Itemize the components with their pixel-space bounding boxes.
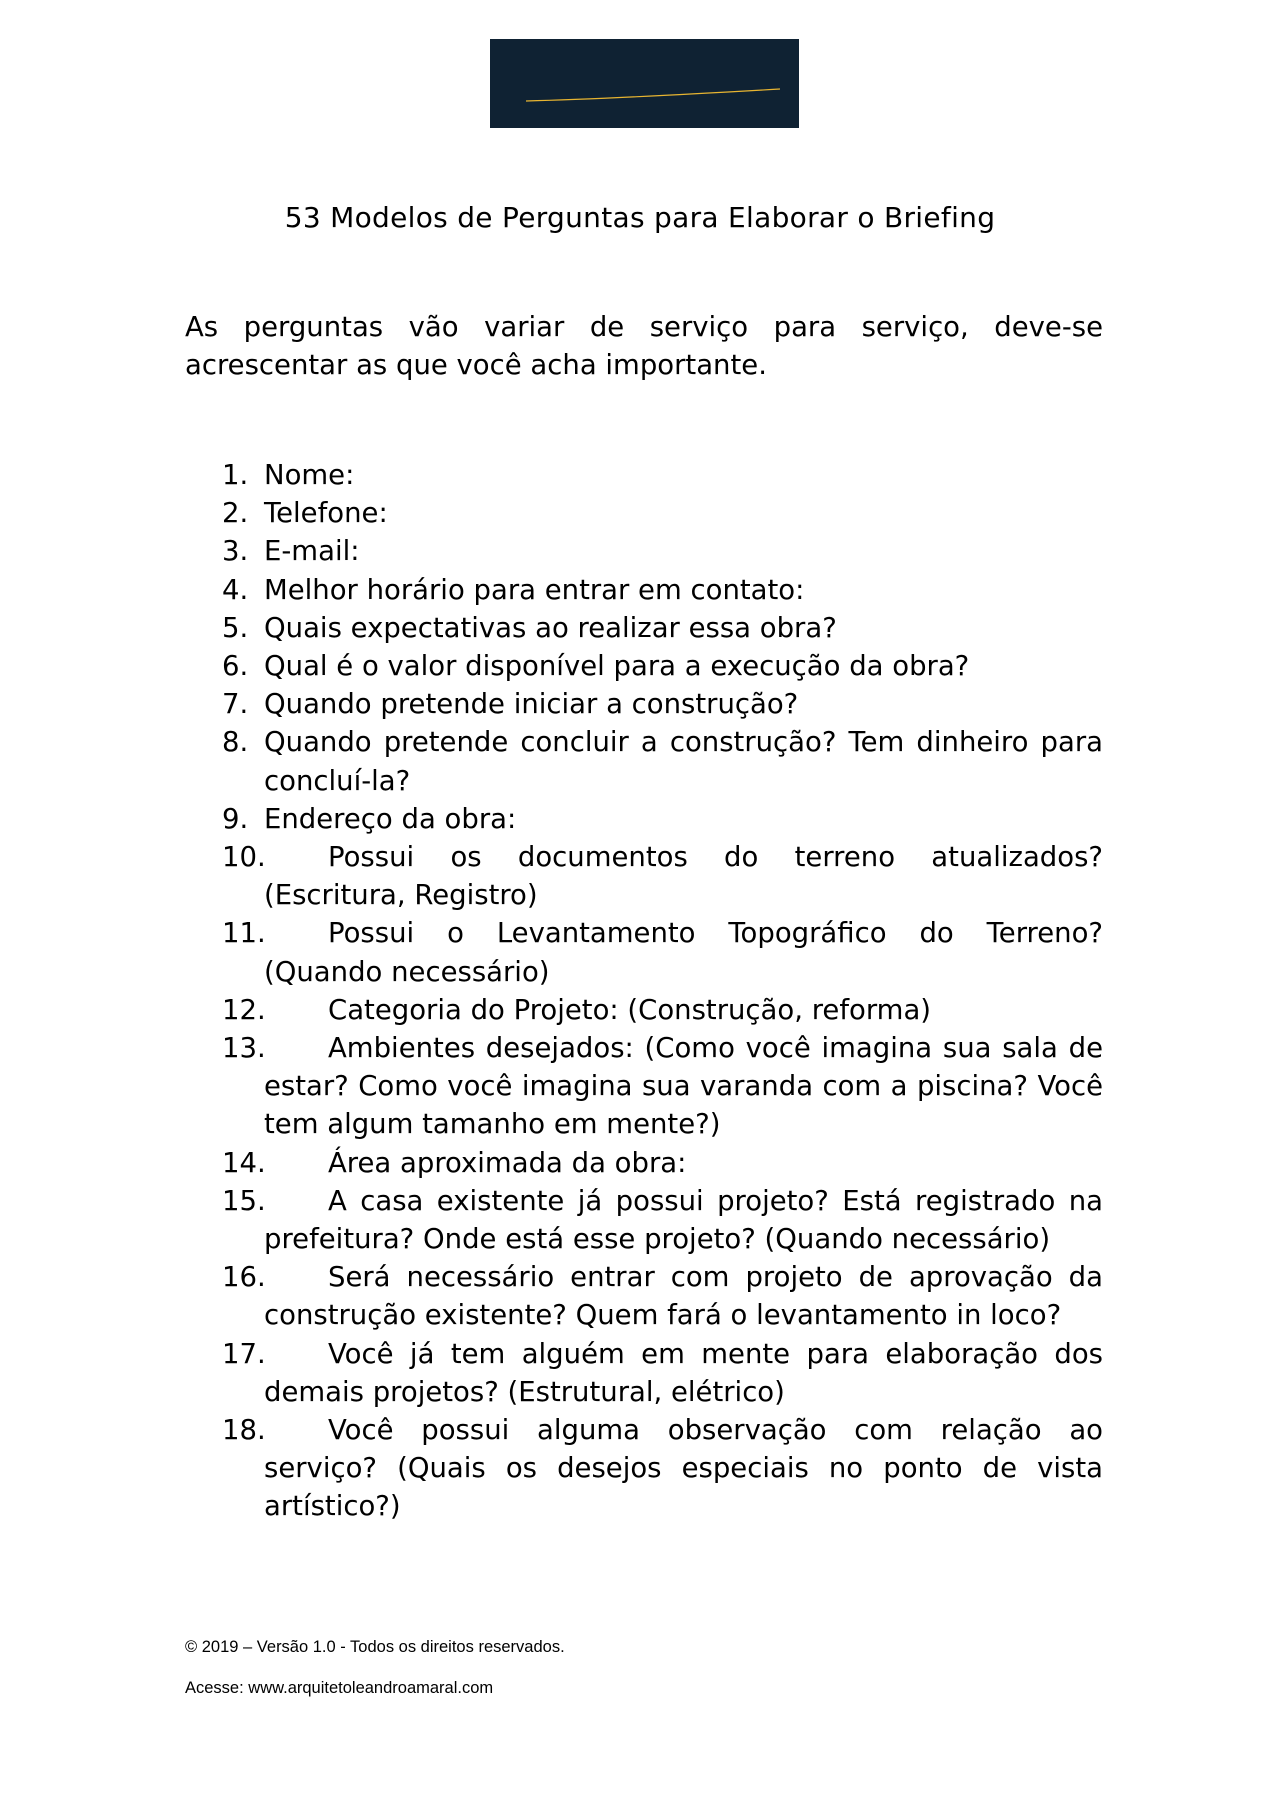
question-number: 13. <box>222 1032 266 1065</box>
question-item <box>222 647 1103 685</box>
question-text: Área aproximada da obra: <box>328 1146 687 1179</box>
question-item <box>222 1335 1103 1411</box>
question-item <box>222 1144 1103 1182</box>
question-list <box>222 456 1103 1526</box>
question-text: Telefone: <box>264 497 388 530</box>
question-item <box>222 1029 1103 1144</box>
question-number: 2. <box>222 497 249 530</box>
question-item <box>222 1182 1103 1258</box>
page-title: 53 Modelos de Perguntas para Elaborar o Briefing <box>284 201 996 234</box>
question-item <box>222 685 1103 723</box>
question-item <box>222 838 1103 914</box>
question-number: 1. <box>222 459 249 491</box>
question-number: 9. <box>222 802 249 835</box>
question-text: Você já tem alguém em mente para elaboração dos demais projetos? (Estrutural, elétrico) <box>264 1337 1103 1408</box>
question-text: Nome: <box>264 459 355 491</box>
question-text: Ambientes desejados: (Como você imagina sua sala de estar? Como você imagina sua varanda com a piscina? Você tem algum tamanho em mente?) <box>264 1032 1103 1141</box>
question-item <box>222 456 1103 494</box>
website-link[interactable]: Acesse: www.arquitetoleandroamaral.com <box>185 1679 494 1697</box>
question-number: 12. <box>222 993 266 1026</box>
question-number: 10. <box>222 841 266 874</box>
question-number: 14. <box>222 1146 266 1179</box>
question-number: 18. <box>222 1414 266 1447</box>
question-text: Quais expectativas ao realizar essa obra? <box>264 611 837 644</box>
question-text: Categoria do Projeto: (Construção, reforma) <box>328 993 932 1026</box>
question-number: 8. <box>222 726 249 759</box>
question-item <box>222 800 1103 838</box>
question-number: 4. <box>222 573 249 606</box>
question-item <box>222 991 1103 1029</box>
question-text: Possui o Levantamento Topográfico do Terreno? (Quando necessário) <box>264 917 1103 988</box>
question-number: 11. <box>222 917 266 950</box>
question-item <box>222 914 1103 990</box>
question-text: Você possui alguma observação com relação ao serviço? (Quais os desejos especiais no ponto de vista artístico?) <box>264 1414 1103 1523</box>
question-number: 17. <box>222 1337 266 1370</box>
question-text: Será necessário entrar com projeto de aprovação da construção existente? Quem fará o levantamento in loco? <box>264 1261 1103 1332</box>
logo-lettering <box>490 39 799 128</box>
question-number: 3. <box>222 535 249 568</box>
question-item <box>222 609 1103 647</box>
question-item <box>222 571 1103 609</box>
intro-paragraph: As perguntas vão variar de serviço para serviço, deve-se acrescentar as que você acha importante. <box>185 311 1103 381</box>
question-text: Possui os documentos do terreno atualizados? (Escritura, Registro) <box>264 841 1103 912</box>
question-item <box>222 532 1103 570</box>
question-number: 6. <box>222 650 249 683</box>
question-item <box>222 494 1103 532</box>
brand-logo <box>490 39 799 128</box>
question-text: Melhor horário para entrar em contato: <box>264 573 805 606</box>
question-text: A casa existente já possui projeto? Está registrado na prefeitura? Onde está esse projeto? (Quando necessário) <box>264 1184 1103 1256</box>
copyright-notice: © 2019 – Versão 1.0 - Todos os direitos reservados. <box>185 1638 565 1656</box>
question-number: 7. <box>222 688 249 721</box>
question-number: 15. <box>222 1184 266 1217</box>
question-text: Quando pretende iniciar a construção? <box>264 688 799 721</box>
question-item <box>222 723 1103 799</box>
question-item <box>222 1258 1103 1334</box>
question-text: Qual é o valor disponível para a execução da obra? <box>264 650 970 683</box>
question-text: Endereço da obra: <box>264 802 517 835</box>
question-number: 16. <box>222 1261 266 1294</box>
question-item <box>222 1411 1103 1526</box>
question-text: E-mail: <box>264 535 360 568</box>
question-text: Quando pretende concluir a construção? Tem dinheiro para concluí-la? <box>264 726 1103 797</box>
question-number: 5. <box>222 611 249 644</box>
